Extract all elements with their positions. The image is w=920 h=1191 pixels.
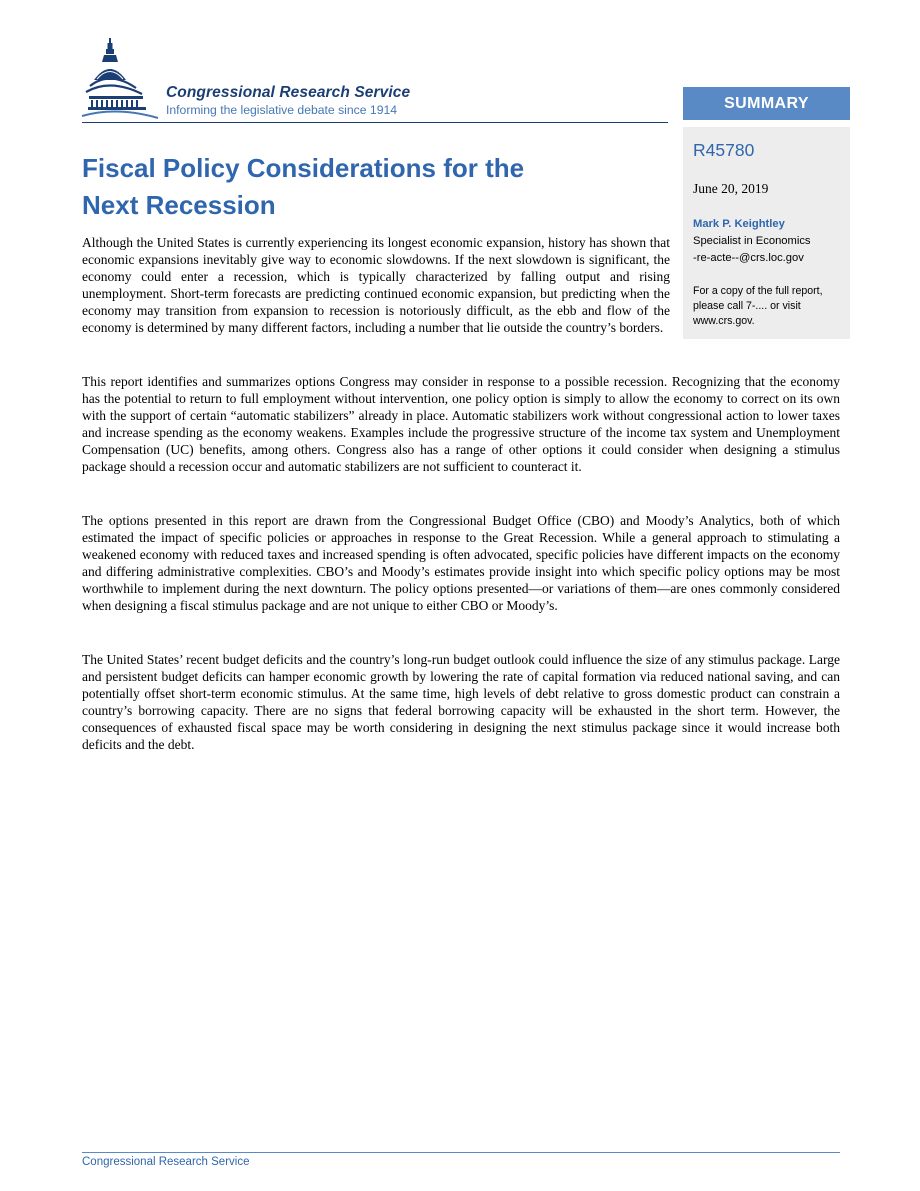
summary-heading: SUMMARY bbox=[683, 87, 850, 120]
capitol-dome-icon bbox=[80, 34, 160, 120]
report-date: June 20, 2019 bbox=[693, 181, 769, 196]
body-paragraph-1: Although the United States is currently experiencing its longest economic expansion, history has shown that economic expansions inevitably give way to economic slowdowns. If the next slowdown is significant, the economy could enter a recession, which is typically characterized by falling output and rising unemployment. Short-term forecasts are predicting continued economic expansion, but predicting when the economy may transition from expansion to recession is notoriously difficult, as the ebb and flow of the economy is determined by many different factors, including a number that lie outside the country’s borders. bbox=[82, 235, 670, 336]
org-name: Congressional Research Service bbox=[166, 84, 411, 101]
footer-divider bbox=[82, 1152, 840, 1153]
author-email[interactable]: -re-acte--@crs.loc.gov bbox=[693, 252, 804, 264]
author-title: Specialist in Economics bbox=[693, 235, 811, 247]
summary-sidebar bbox=[683, 127, 850, 339]
org-tagline: Informing the legislative debate since 1914 bbox=[166, 103, 398, 117]
author-name: Mark P. Keightley bbox=[693, 218, 785, 230]
title-line-1: Fiscal Policy Considerations for the bbox=[82, 153, 525, 183]
body-paragraph-4: The United States’ recent budget deficits and the country’s long-run budget outlook could influence the size of any stimulus package. Large and persistent budget deficits can hamper economic growth by lowering the rate of capital formation via reduced national saving, and can potentially offset short-term economic stimulus. At the same time, high levels of debt relative to gross domestic product can constrain a country’s borrowing capacity. There are no signs that federal borrowing capacity will be exhausted in the short term. However, the consequences of exhausted fiscal space may be worth considering in designing the next stimulus package since it would increase both deficits and the debt. bbox=[82, 652, 840, 753]
report-number: R45780 bbox=[693, 140, 755, 160]
copy-request-note: For a copy of the full report, please call 7-.... or visit www.crs.gov. bbox=[693, 285, 823, 327]
body-paragraph-2: This report identifies and summarizes options Congress may consider in response to a possible recession. Recognizing that the economy has the potential to return to full employment without intervention, one policy option is simply to allow the economy to correct on its own with the support of certain “automatic stabilizers” already in place. Automatic stabilizers work without congressional action to lower taxes and increase spending as the economy weakens. Examples include the progressive structure of the income tax system and Unemployment Compensation (UC) benefits, among others. Congress also has a range of other options it could consider when designing a stimulus package should a recession occur and automatic stabilizers are not sufficient to counteract it. bbox=[82, 374, 840, 475]
title-line-2: Next Recession bbox=[82, 190, 276, 220]
header-divider bbox=[82, 122, 668, 123]
document-title bbox=[82, 150, 642, 224]
body-paragraph-3: The options presented in this report are drawn from the Congressional Budget Office (CBO) and Moody’s Analytics, both of which estimated the impact of specific policies or approaches in response to the Great Recession. While a general approach to stimulating a weakened economy with reduced taxes and increased spending is often advocated, specific policies have different impacts on the economy and differing administrative complexities. CBO’s and Moody’s estimates provide insight into which specific policy options may be most worthwhile to implement during the next downturn. The policy options presented—or variations of them—are ones commonly considered when designing a fiscal stimulus package and are not unique to either CBO or Moody’s. bbox=[82, 513, 840, 614]
footer-org-name: Congressional Research Service bbox=[82, 1156, 250, 1168]
